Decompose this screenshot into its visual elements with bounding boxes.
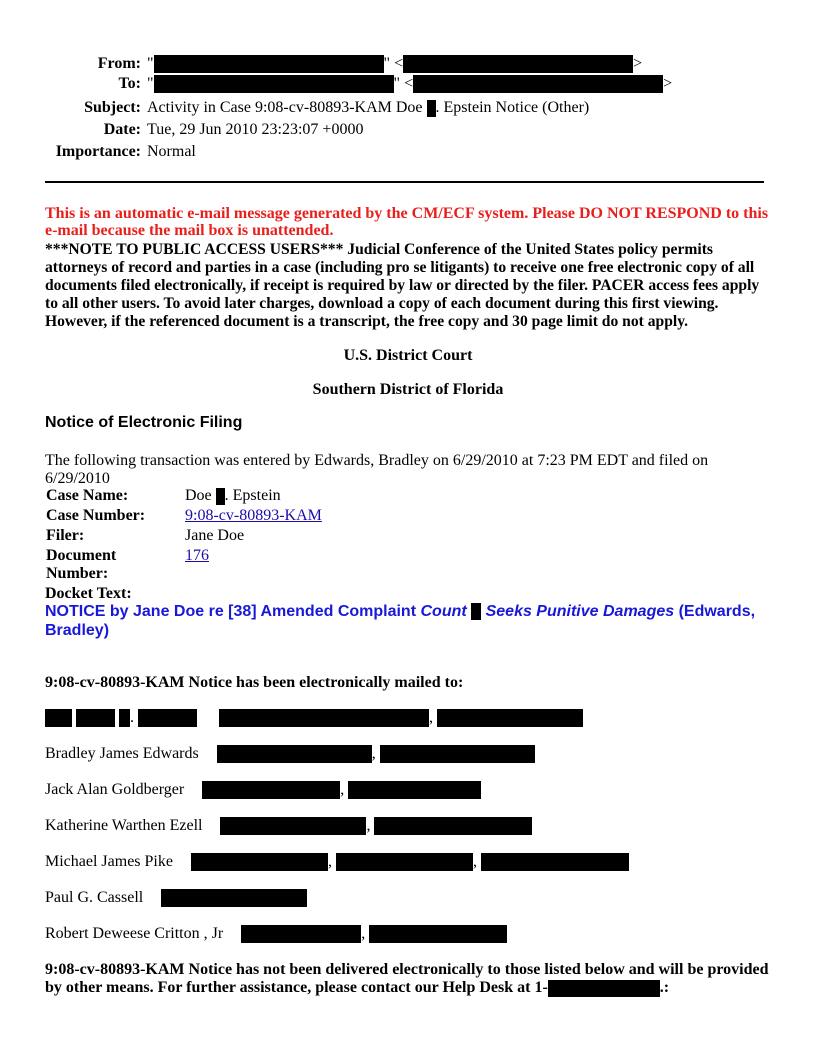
- subject-value: Activity in Case 9:08-cv-80893-KAM Doe . Epstein Notice (Other): [147, 99, 590, 116]
- redaction: [548, 980, 660, 997]
- redaction: [471, 603, 481, 620]
- redaction: [119, 709, 130, 727]
- redaction: [138, 709, 197, 727]
- importance-value: Normal: [147, 143, 196, 160]
- document-number-row: [44, 547, 324, 583]
- redaction: [154, 75, 394, 93]
- case-name-value: Doe . Epstein: [185, 487, 281, 504]
- to-label: To:: [118, 75, 141, 92]
- mailed-heading: 9:08-cv-80893-KAM Notice has been electronically mailed to:: [45, 674, 464, 691]
- redaction: [481, 853, 629, 871]
- case-name-row: [44, 487, 324, 507]
- redaction: [369, 925, 507, 943]
- public-access-note: ***NOTE TO PUBLIC ACCESS USERS*** Judicial Conference of the United States policy permits attorneys of record and parties in a case (including pro se litigants) to receive one free electronic copy of all documents filed electronically, if receipt is required by law or directed by the filer. PACER access fees apply to all other users. To avoid later charges, download a copy of each document during this first viewing. However, if the referenced document is a transcript, the free copy and 30 page limit do not apply.: [45, 241, 760, 330]
- redaction: [413, 75, 663, 93]
- recipient-row: Robert Deweese Critton , Jr ,: [45, 924, 507, 944]
- redaction: [217, 745, 372, 763]
- case-name-label: Case Name:: [46, 487, 129, 504]
- redaction: [427, 100, 436, 117]
- case-number-label: Case Number:: [46, 507, 146, 524]
- nef-title: Notice of Electronic Filing: [45, 414, 243, 431]
- from-label: From:: [97, 55, 141, 72]
- recipient-name: Robert Deweese Critton , Jr: [45, 925, 224, 942]
- district-name: Southern District of Florida: [312, 381, 504, 398]
- recipient-row: Jack Alan Goldberger ,: [45, 780, 481, 800]
- to-value: " " < >: [147, 75, 673, 92]
- auto-email-warning: This is an automatic e-mail message generated by the CM/ECF system. Please DO NOT RESPOND to this e-mail because the mail box is unattended.: [45, 205, 769, 239]
- date-row: [0, 120, 816, 140]
- docket-text-label: Docket Text:: [45, 585, 132, 602]
- to-row: [0, 74, 816, 94]
- recipient-row: Michael James Pike , ,: [45, 852, 629, 872]
- recipient-name: Bradley James Edwards: [45, 745, 199, 762]
- redaction: [161, 889, 307, 907]
- redaction: [191, 853, 328, 871]
- recipient-row-redacted: . ,: [45, 708, 583, 728]
- recipient-name: Katherine Warthen Ezell: [45, 817, 203, 834]
- not-delivered-notice: 9:08-cv-80893-KAM Notice has not been delivered electronically to those listed below and will be provided by other means. For further assistance, please contact our Help Desk at 1- .:: [45, 961, 769, 996]
- document-number-link[interactable]: 176: [185, 547, 209, 564]
- document-number-label: Document Number:: [46, 547, 117, 582]
- redaction: [219, 709, 429, 727]
- filer-row: [44, 527, 324, 547]
- filer-label: Filer:: [46, 527, 85, 544]
- case-number-link[interactable]: 9:08-cv-80893-KAM: [185, 507, 322, 524]
- docket-text: NOTICE by Jane Doe re [38] Amended Complaint Count Seeks Punitive Damages (Edwards, Bradley): [45, 603, 756, 639]
- date-label: Date:: [103, 121, 141, 138]
- transaction-text: The following transaction was entered by Edwards, Bradley on 6/29/2010 at 7:23 PM EDT and filed on 6/29/2010: [45, 452, 709, 487]
- subject-row: [0, 98, 816, 118]
- redaction: [437, 709, 583, 727]
- redaction: [403, 55, 633, 73]
- recipient-row: [45, 888, 307, 908]
- redaction: [154, 55, 384, 73]
- date-value: Tue, 29 Jun 2010 23:23:07 +0000: [147, 121, 364, 138]
- importance-label: Importance:: [55, 143, 141, 160]
- court-name: U.S. District Court: [343, 347, 473, 364]
- from-value: " " < >: [147, 55, 643, 72]
- filer-value: Jane Doe: [185, 527, 245, 544]
- importance-row: [0, 142, 816, 162]
- recipient-name: Michael James Pike: [45, 853, 173, 870]
- redaction: [202, 781, 340, 799]
- redaction: [380, 745, 535, 763]
- recipient-row: Katherine Warthen Ezell ,: [45, 816, 532, 836]
- redaction: [374, 817, 532, 835]
- redaction: [241, 925, 361, 943]
- recipient-name: Paul G. Cassell: [45, 889, 144, 906]
- redaction: [216, 488, 225, 505]
- redaction: [348, 781, 481, 799]
- case-number-row: [44, 507, 324, 527]
- redaction: [76, 709, 115, 727]
- redaction: [45, 709, 72, 727]
- divider: [45, 181, 764, 183]
- from-row: [0, 54, 816, 74]
- case-info-table: [44, 487, 324, 583]
- recipient-name: Jack Alan Goldberger: [45, 781, 185, 798]
- redaction: [220, 817, 366, 835]
- redaction: [336, 853, 473, 871]
- recipient-row: Bradley James Edwards ,: [45, 744, 535, 764]
- subject-label: Subject:: [84, 99, 141, 116]
